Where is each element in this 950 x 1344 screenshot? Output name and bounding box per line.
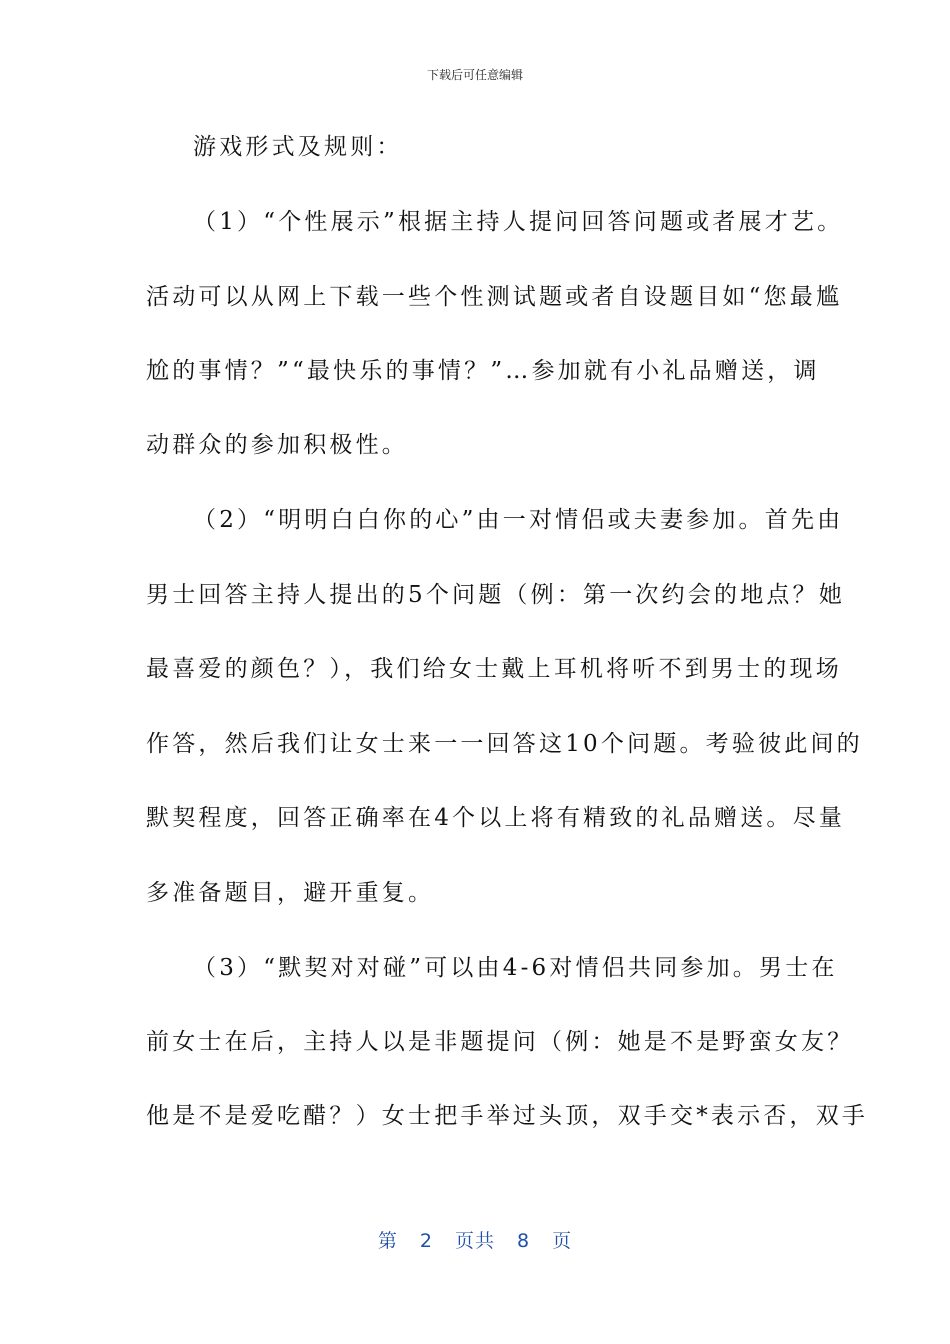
current-page-number: 2: [419, 1230, 433, 1252]
paragraph-line: 最喜爱的颜色？），我们给女士戴上耳机将听不到男士的现场: [146, 656, 842, 682]
paragraph-line: 他是不是爱吃醋？）女士把手举过头顶，双手交*表示否，双手: [146, 1103, 869, 1129]
paragraph-line: 作答，然后我们让女士来一一回答这10个问题。考验彼此间的: [146, 731, 863, 757]
paragraph-line: （3）“默契对对碰”可以由4-6对情侣共同参加。男士在: [193, 955, 838, 981]
section-title: 游戏形式及规则：: [193, 134, 403, 160]
footer-prefix: 第: [377, 1230, 398, 1252]
page-header: 下载后可任意编辑: [426, 68, 523, 82]
paragraph-line: 多准备题目，避开重复。: [146, 880, 435, 906]
paragraph-line: 男士回答主持人提出的5个问题（例：第一次约会的地点？她: [146, 582, 846, 608]
footer-middle: 页共: [454, 1230, 495, 1252]
paragraph-line: 前女士在后，主持人以是非题提问（例：她是不是野蛮女友？: [146, 1029, 854, 1055]
paragraph-line: 默契程度，回答正确率在4个以上将有精致的礼品赠送。尽量: [146, 805, 846, 831]
total-page-number: 8: [517, 1230, 531, 1252]
paragraph-line: 活动可以从网上下载一些个性测试题或者自设题目如“您最尴: [146, 284, 843, 310]
paragraph-line: 尬的事情？”“最快乐的事情？”…参加就有小礼品赠送，调: [146, 358, 820, 384]
paragraph-line: （2）“明明白白你的心”由一对情侣或夫妻参加。首先由: [193, 507, 844, 533]
paragraph-line: （1）“个性展示”根据主持人提问回答问题或者展才艺。: [193, 209, 844, 235]
footer-suffix: 页: [552, 1230, 573, 1252]
paragraph-line: 动群众的参加积极性。: [146, 432, 408, 458]
page-footer: [0, 1226, 950, 1253]
